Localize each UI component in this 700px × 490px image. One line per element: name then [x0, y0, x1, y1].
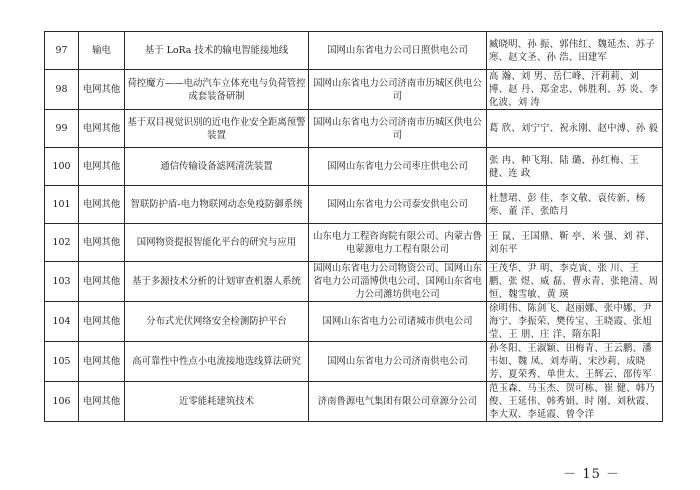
- organization: 国网山东省电力公司枣庄供电公司: [309, 148, 487, 186]
- row-category: 电网其他: [79, 148, 125, 186]
- row-category: 电网其他: [79, 262, 125, 302]
- team-members: 葛 欣、刘宁宁、祝永刚、赵中溥、孙 毅: [487, 110, 663, 148]
- row-number: 106: [45, 382, 79, 422]
- team-members: 臧晓明、孙 振、郭伟红、魏延杰、苏子寒、赵文圣、孙 浩、田建军: [487, 32, 663, 70]
- row-category: 电网其他: [79, 110, 125, 148]
- row-category: 电网其他: [79, 70, 125, 110]
- project-name: 国网物资提报智能化平台的研究与应用: [125, 224, 309, 262]
- project-name: 近零能耗建筑技术: [125, 382, 309, 422]
- project-name: 智联防护盾-电力物联网动态免疫防御系统: [125, 186, 309, 224]
- row-number: 105: [45, 342, 79, 382]
- table-row: [45, 224, 663, 262]
- table-row: [45, 70, 663, 110]
- table-row: [45, 342, 663, 382]
- project-name: 通信传输设备滤网清洗装置: [125, 148, 309, 186]
- team-members: 孙冬阳、王淑颖、田梅青、王云鹏、潘韦如、魏 凤、刘寿萌、宋沙莉、成晓芳、夏荣秀、单世太、王辉云、邵传军: [487, 342, 663, 382]
- team-members: 杜慧珺、彭 佳、李文敬、袁传新、杨 寒、董 洋、张皓月: [487, 186, 663, 224]
- organization: 国网山东省电力公司济南供电公司: [309, 342, 487, 382]
- row-number: 97: [45, 32, 79, 70]
- row-category: 输电: [79, 32, 125, 70]
- row-number: 101: [45, 186, 79, 224]
- organization: 山东电力工程咨询院有限公司、内蒙古鲁电蒙源电力工程有限公司: [309, 224, 487, 262]
- row-category: 电网其他: [79, 186, 125, 224]
- row-number: 102: [45, 224, 79, 262]
- project-name: 基于双目视觉识别的近电作业安全距离预警装置: [125, 110, 309, 148]
- row-category: 电网其他: [79, 224, 125, 262]
- team-members: 徐明伟、陈剑飞、赵丽娜、张中娜、尹海宁、李振荣、樊传宝、王晓霞、张旭莹、王 朋、庄 洋、隋东阳: [487, 302, 663, 342]
- organization: 国网山东省电力公司物资公司、国网山东省电力公司淄博供电公司、国网山东省电力公司潍坊供电公司: [309, 262, 487, 302]
- project-name: 基于 LoRa 技术的输电智能接地线: [125, 32, 309, 70]
- team-members: 王茂华、尹 明、李克寅、张 川、王 鹏、张 煜、威 磊、曹永青、张艳清、周 恒、魏雪敏、黄 瑛: [487, 262, 663, 302]
- organization: 国网山东省电力公司日照供电公司: [309, 32, 487, 70]
- row-category: 电网其他: [79, 342, 125, 382]
- organization: 国网山东省电力公司诸城市供电公司: [309, 302, 487, 342]
- awards-table: [44, 31, 663, 422]
- organization: 国网山东省电力公司济南市历城区供电公司: [309, 110, 487, 148]
- row-number: 99: [45, 110, 79, 148]
- table-row: [45, 32, 663, 70]
- team-members: 高 瀚、刘 男、岳仁峰、汗莉莉、刘 博、赵 丹、郑金忠、韩胜利、苏 炎、李化波、刘 涛: [487, 70, 663, 110]
- row-number: 100: [45, 148, 79, 186]
- table-row: [45, 110, 663, 148]
- project-name: 基于多源技术分析的计划审查机器人系统: [125, 262, 309, 302]
- organization: 国网山东省电力公司济南市历城区供电公司: [309, 70, 487, 110]
- team-members: 王 鼠、王国鼎、靳 亭、米 强、刘 祥、刘东平: [487, 224, 663, 262]
- project-name: 高可靠性中性点小电流接地选线算法研究: [125, 342, 309, 382]
- team-members: 张 冉、种飞翔、陆 璐、孙红梅、王 健、连 政: [487, 148, 663, 186]
- table-row: [45, 382, 663, 422]
- row-number: 103: [45, 262, 79, 302]
- team-members: 范玉森、马玉杰、贺可栋、崔 健、韩乃俊、王延伟、韩秀娟、时 刚、刘秋霞、李大双、李延霞、曾令洋: [487, 382, 663, 422]
- row-number: 104: [45, 302, 79, 342]
- table-row: [45, 262, 663, 302]
- page-number: － 15 －: [563, 467, 620, 482]
- table-row: [45, 186, 663, 224]
- row-category: 电网其他: [79, 302, 125, 342]
- table-row: [45, 302, 663, 342]
- row-category: 电网其他: [79, 382, 125, 422]
- project-name: 荷控魔方——电动汽车立体充电与负荷管控成套装备研制: [125, 70, 309, 110]
- organization: 济南鲁源电气集团有限公司章源分公司: [309, 382, 487, 422]
- row-number: 98: [45, 70, 79, 110]
- organization: 国网山东省电力公司泰安供电公司: [309, 186, 487, 224]
- project-name: 分布式光伏网络安全检测防护平台: [125, 302, 309, 342]
- table-row: [45, 148, 663, 186]
